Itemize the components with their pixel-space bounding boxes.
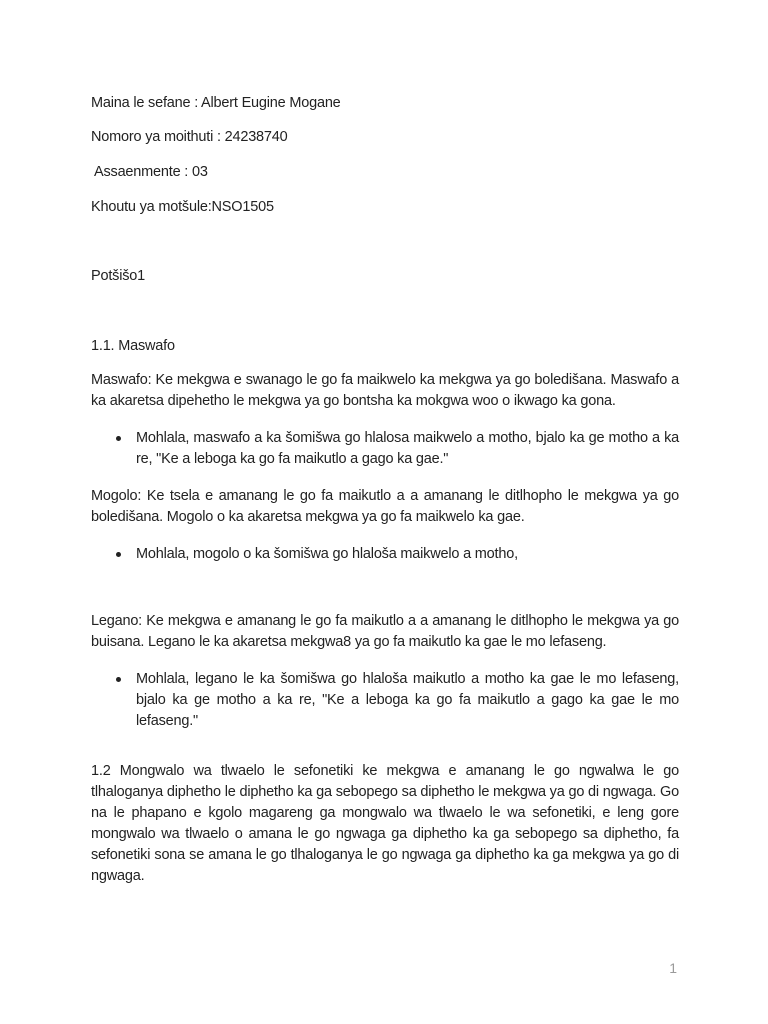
section-1-1-heading: 1.1. Maswafo (91, 338, 175, 354)
student-name-line: Maina le sefane : Albert Eugine Mogane (91, 95, 341, 111)
maswafo-example-item (112, 428, 679, 470)
mogolo-example-item (112, 544, 679, 565)
page-number: 1 (669, 960, 677, 976)
student-number-line: Nomoro ya moithuti : 24238740 (91, 129, 288, 145)
legano-definition: Legano: Ke mekgwa e amanang le go fa maikutlo a a amanang le ditlhopho le mekgwa ya go buisana. Legano le ka akaretsa mekgwa8 ya go fa maikutlo ka gae le mo lefaseng. (91, 613, 679, 650)
mogolo-definition: Mogolo: Ke tsela e amanang le go fa maikutlo a a amanang le ditlhopho le mekgwa ya go boledišana. Mogolo o ka akaretsa mekgwa ya go fa maikwelo ka gae. (91, 488, 679, 525)
assignment-line: Assaenmente : 03 (94, 164, 208, 180)
maswafo-definition: Maswafo: Ke mekgwa e swanago le go fa maikwelo ka mekgwa ya go boledišana. Maswafo a ka akaretsa dipehetho le mekgwa ya go bontsha ka mokgwa woo o ikwago ka gona. (91, 372, 679, 409)
question-title: Potšišo1 (91, 268, 146, 284)
legano-example-text: Mohlala, legano le ka šomišwa go hlaloša maikutlo a motho ka gae le mo lefaseng, bjalo ka ge motho a ka re, "Ke a leboga ka go fa maikutlo a gago ka gae le mo lefaseng." (136, 671, 679, 729)
maswafo-example-text: Mohlala, maswafo a ka šomišwa go hlalosa maikwelo a motho, bjalo ka ge motho a ka re, "Ke a leboga ka go fa maikutlo a gago ka gae." (136, 430, 679, 467)
legano-example-item (112, 669, 679, 732)
section-1-2-text: 1.2 Mongwalo wa tlwaelo le sefonetiki ke mekgwa e amanang le go ngwalwa le go tlhaloganya diphetho le diphetho ka ga sebopego sa diphetho le mekgwa ya go di ngwaga. Go na le phapano e kgolo magareng ga mongwalo wa tlwaelo le wa sefonetiki, e leng gore mongwalo wa tlwaelo o amana le go ngwaga ga diphetho ka ga sebopego sa diphetho, fa sefonetiki sona se amana le go tlhaloganya le go ngwaga ga diphetho ka ga mekgwa ya go di ngwaga. (91, 763, 679, 884)
module-code-line: Khoutu ya motšule:NSO1505 (91, 199, 274, 215)
mogolo-example-text: Mohlala, mogolo o ka šomišwa go hlaloša maikwelo a motho, (136, 546, 518, 562)
